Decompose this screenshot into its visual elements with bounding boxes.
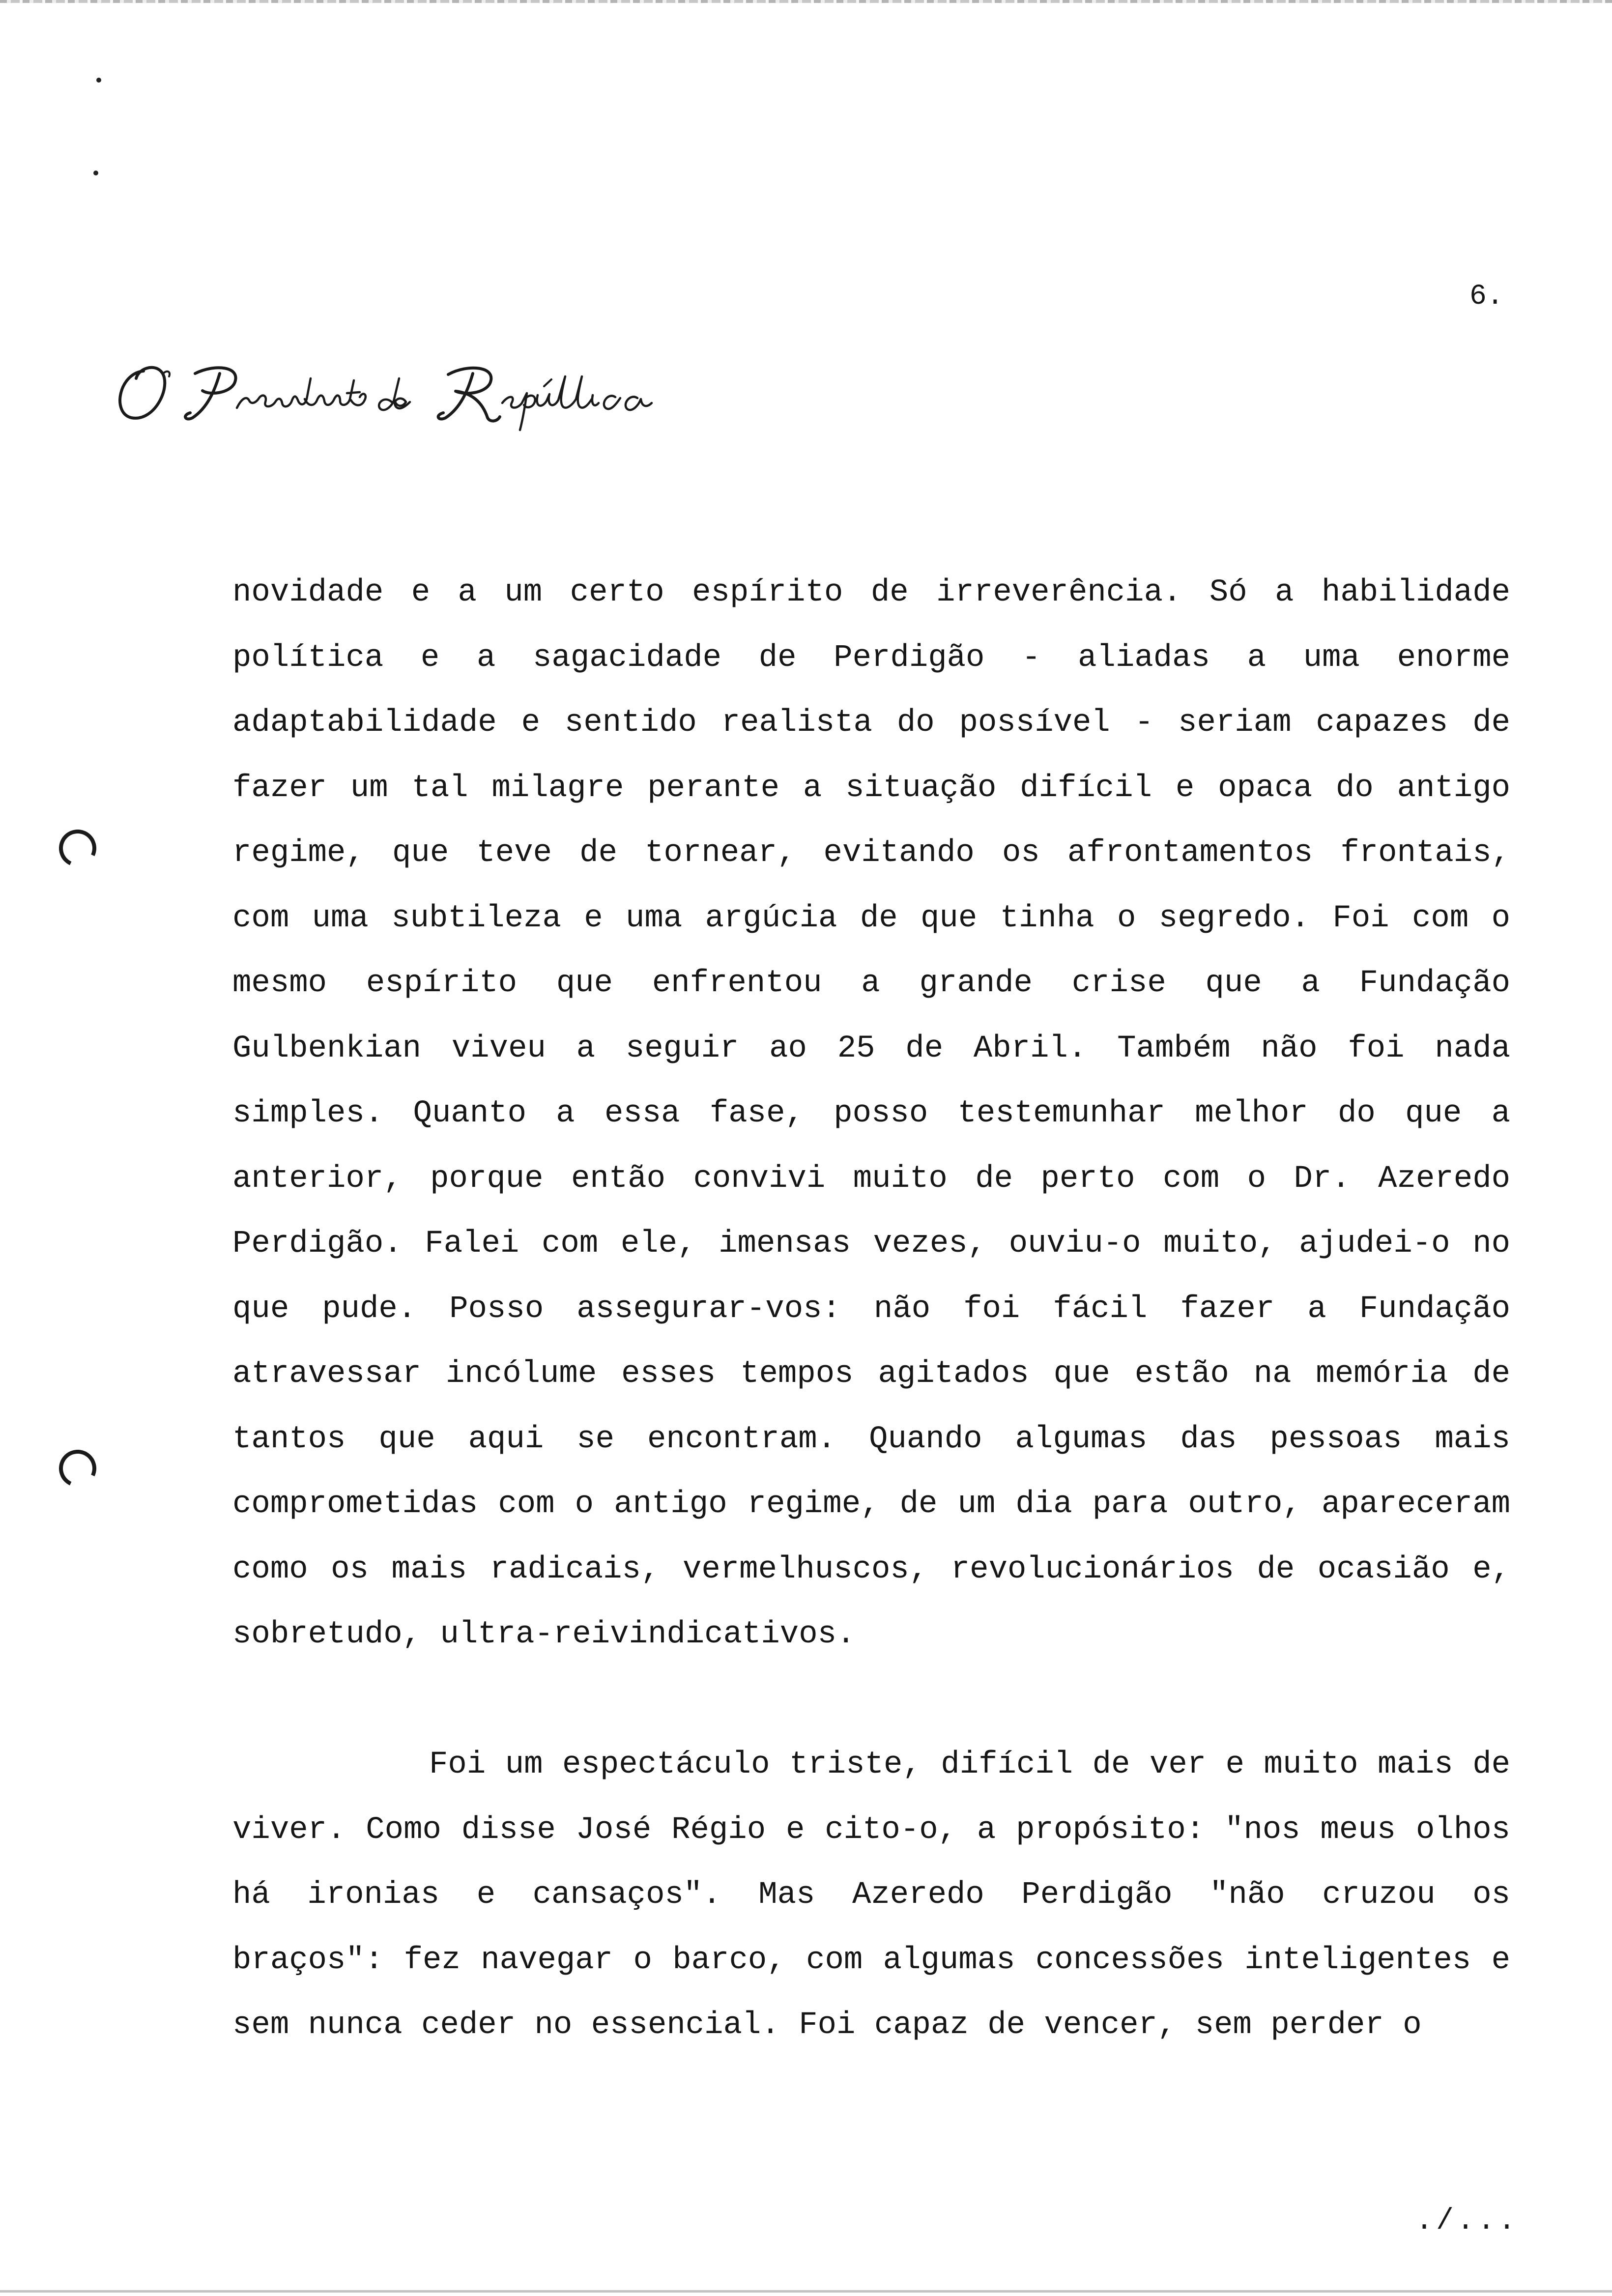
scan-bottom-edge xyxy=(0,2290,1612,2293)
page-number: 6. xyxy=(1469,281,1504,313)
body-paragraph: Foi um espectáculo triste, difícil de ver e muito mais de viver. Como disse José Régio e cito-o, a propósito: "nos meus olhos há ironias e cansaços". Mas Azeredo Perdigão "não cruzou os braços": fez navegar o barco, com algumas concessões inteligentes e sem nunca ceder no essencial. Foi capaz de vencer, sem perder o xyxy=(232,1747,1510,2043)
letterhead-script xyxy=(109,344,699,432)
margin-dot xyxy=(93,171,98,175)
body-paragraph: novidade e a um certo espírito de irreverência. Só a habilidade política e a sagacidade de Perdigão - aliadas a uma enorme adaptabilidade e sentido realista do possível - seriam capazes de fazer um tal milagre perante a situação difícil e opaca do antigo regime, que teve de tornear, evitando os afrontamentos frontais, com uma subtileza e uma argúcia de que tinha o segredo. Foi com o mesmo espírito que enfrentou a grande crise que a Fundação Gulbenkian viveu a seguir ao 25 de Abril. Também não foi nada simples. Quanto a essa fase, posso testemunhar melhor do que a anterior, porque então convivi muito de perto com o Dr. Azeredo Perdigão. Falei com ele, imensas vezes, ouviu-o muito, ajudei-o no que pude. Posso assegurar-vos: não foi fácil fazer a Fundação atravessar incólume esses tempos agitados que estão na memória de tantos que aqui se encontram. Quando algumas das pessoas mais comprometidas com o antigo regime, de um dia para outro, apareceram como os mais radicais, vermelhuscos, revolucionários de ocasião e, sobretudo, ultra-reivindicativos. xyxy=(232,575,1510,1652)
punch-hole-icon xyxy=(54,1444,101,1492)
scan-top-edge xyxy=(0,0,1612,3)
punch-hole-icon xyxy=(54,824,101,872)
margin-dot xyxy=(96,78,101,83)
continuation-mark: ./... xyxy=(1415,2205,1519,2238)
